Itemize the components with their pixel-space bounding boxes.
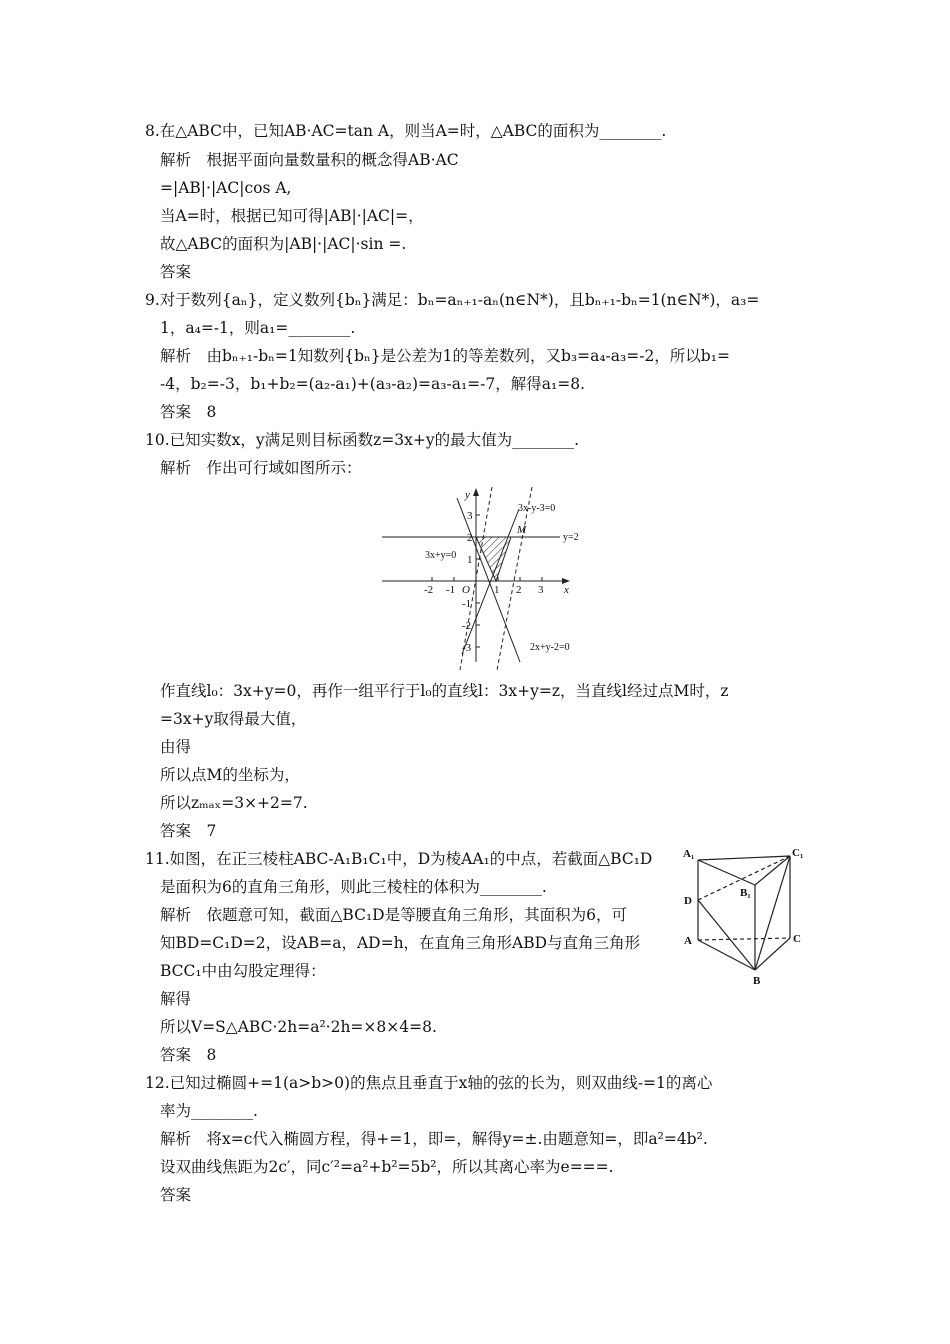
problem-12-line: 率为________.: [160, 1102, 258, 1120]
problem-11-line: 知BD=C₁D=2，设AB=a，AD=h，在直角三角形ABD与直角三角形: [160, 934, 641, 952]
y-tick-label: 1: [467, 554, 473, 566]
x-axis-label: x: [564, 584, 569, 596]
line-label: 3x+y=0: [425, 550, 457, 561]
problem-9-answer: 答案 8: [160, 403, 217, 421]
problem-9-question: 9.对于数列{aₙ}，定义数列{bₙ}满足：bₙ=aₙ₊₁-aₙ(n∈N*)，且bₙ₊₁-bₙ=1(n∈N*)，a₃=: [145, 291, 760, 309]
problem-8-line: =|AB|·|AC|cos A,: [160, 179, 292, 197]
vertex-c1-label: C₁: [792, 847, 804, 859]
prism-figure: [680, 840, 815, 990]
problem-11-answer: 答案 8: [160, 1046, 217, 1064]
y-axis-label: y: [465, 489, 470, 501]
problem-11-question: 11.如图，在正三棱柱ABC-A₁B₁C₁中，D为棱AA₁的中点，若截面△BC₁D: [145, 850, 653, 868]
problem-8-line: 故△ABC的面积为|AB|·|AC|·sin =.: [160, 235, 407, 253]
x-tick-label: 1: [494, 584, 500, 596]
problem-8-answer: 答案: [160, 263, 192, 281]
y-axis-arrow: [473, 488, 479, 496]
problem-11-line: 是面积为6的直角三角形，则此三棱柱的体积为________.: [160, 878, 547, 896]
problem-12-analysis: 解析 将x=c代入椭圆方程，得+=1，即=，解得y=±.由题意知=，即a²=4b².: [160, 1130, 708, 1148]
vertex-c-label: C: [793, 933, 801, 945]
y-tick-label: -2: [462, 620, 472, 632]
feasible-region-graph: [370, 482, 595, 672]
problem-12-answer: 答案: [160, 1186, 192, 1204]
y-tick-label: 3: [467, 510, 473, 522]
vertex-b1-label: B₁: [740, 887, 751, 899]
line-label: y=2: [563, 532, 579, 543]
line-label: 2x+y-2=0: [530, 642, 570, 653]
problem-10-question: 10.已知实数x，y满足则目标函数z=3x+y的最大值为________.: [145, 431, 580, 449]
vertex-d-label: D: [684, 895, 692, 907]
line-2x-y-2: [457, 498, 520, 662]
origin-label: O: [462, 584, 470, 596]
problem-8-analysis: 解析 根据平面向量数量积的概念得AB·AC: [160, 151, 459, 169]
problem-10-line: 所以点M的坐标为，: [160, 766, 300, 784]
y-tick-label: -1: [462, 598, 472, 610]
x-tick-label: -1: [446, 584, 456, 596]
problem-9-line: -4，b₂=-3，b₁+b₂=(a₂-a₁)+(a₃-a₂)=a₃-a₁=-7，解得a₁=8.: [160, 375, 585, 393]
y-tick-label: 2: [467, 532, 473, 544]
problem-10-answer: 答案 7: [160, 822, 217, 840]
x-tick-label: -2: [424, 584, 434, 596]
problem-11-line: 解得: [160, 990, 192, 1008]
problem-11-line: 所以V=S△ABC·2h=a²·2h=×8×4=8.: [160, 1018, 437, 1036]
x-tick-label: 3: [538, 584, 544, 596]
problem-9-analysis: 解析 由bₙ₊₁-bₙ=1知数列{bₙ}是公差为1的等差数列，又b₃=a₄-a₃=-2，所以b₁=: [160, 347, 730, 365]
point-m-label: M: [517, 524, 527, 536]
problem-8-line: 当A=时，根据已知可得|AB|·|AC|=，: [160, 207, 424, 225]
problem-12-line: 设双曲线焦距为2c′，同c′²=a²+b²=5b²，所以其离心率为e===.: [160, 1158, 614, 1176]
problem-11-line: BCC₁中由勾股定理得：: [160, 962, 326, 980]
vertex-a1-label: A₁: [683, 848, 695, 860]
vertex-a-label: A: [684, 935, 692, 947]
problem-10-line: 所以zₘₐₓ=3×+2=7.: [160, 794, 308, 812]
y-tick-label: -3: [462, 642, 472, 654]
problem-11-analysis: 解析 依题意可知，截面△BC₁D是等腰直角三角形，其面积为6，可: [160, 906, 627, 924]
x-tick-label: 2: [516, 584, 522, 596]
problem-12-question: 12.已知过椭圆+=1(a>b>0)的焦点且垂直于x轴的弦的长为，则双曲线-=1的离心: [145, 1074, 713, 1092]
problem-8-question: 8.在△ABC中，已知AB·AC=tan A，则当A=时，△ABC的面积为________.: [145, 122, 667, 140]
vertex-b-label: B: [753, 975, 761, 987]
problem-10-analysis: 解析 作出可行域如图所示：: [160, 459, 362, 477]
dashed-parallel-line: [497, 487, 532, 670]
problem-10-line: 作直线l₀：3x+y=0，再作一组平行于l₀的直线l：3x+y=z，当直线l经过点M时，z: [160, 682, 729, 700]
problem-9-line: 1，a₄=-1，则a₁=________.: [160, 319, 356, 337]
line-label: 3x-y-3=0: [518, 503, 556, 514]
problem-10-line: =3x+y取得最大值，: [160, 710, 307, 728]
problem-10-line: 由得: [160, 738, 192, 756]
